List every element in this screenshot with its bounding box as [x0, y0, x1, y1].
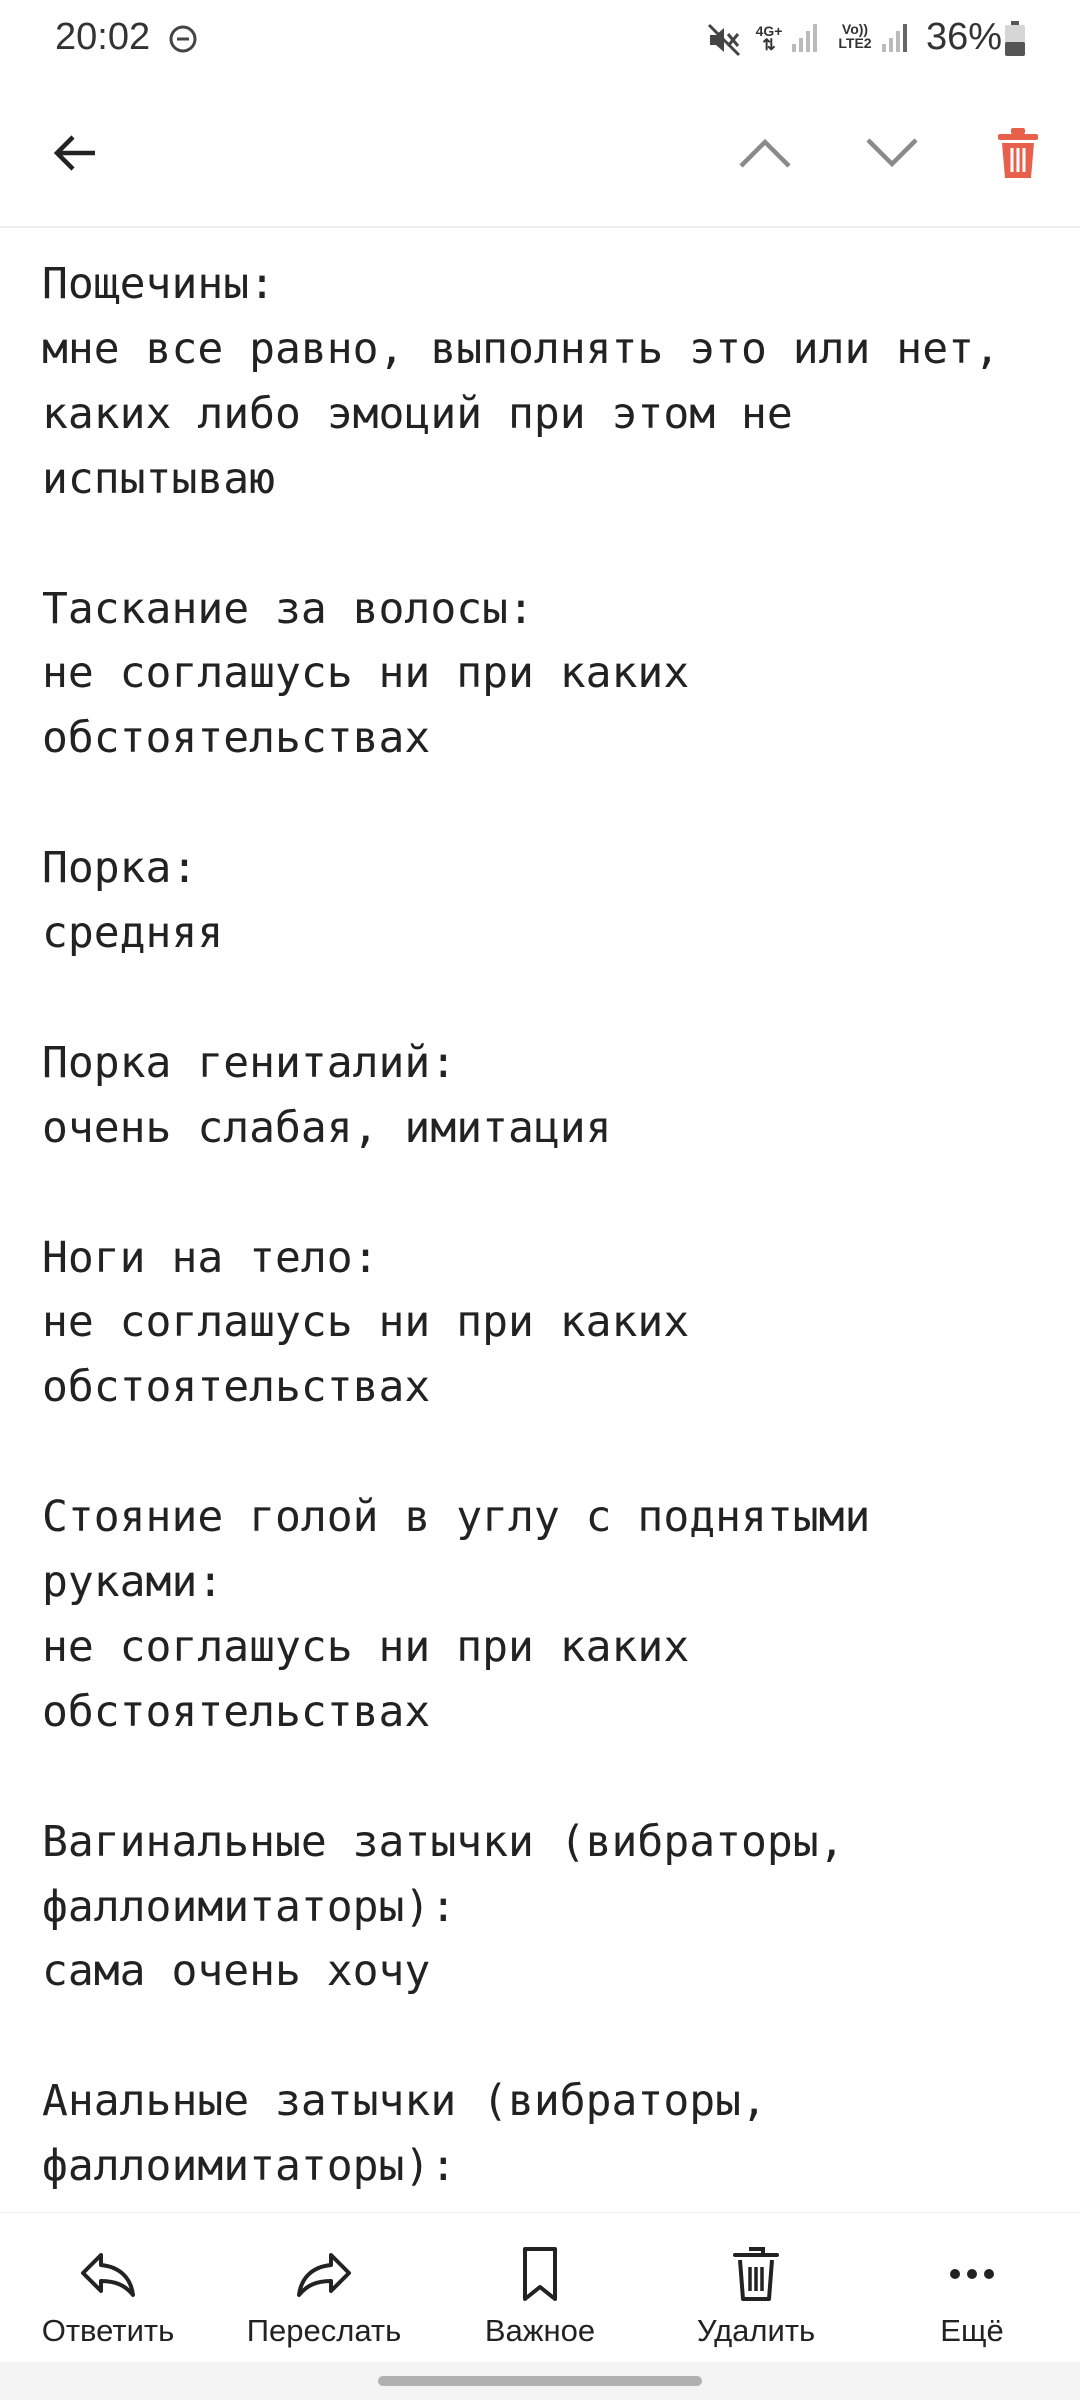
status-time: 20:02: [55, 16, 151, 58]
back-arrow-icon: [51, 129, 99, 177]
battery-percent: 36%: [926, 16, 1003, 58]
entry-label: Пощечины:: [42, 259, 275, 309]
entry-value: очень слабая, имитация: [42, 1102, 612, 1153]
entry-value: сама очень хочу: [42, 1946, 431, 1997]
signal-icon-2: [880, 22, 910, 54]
entry-label: Порка:: [42, 843, 198, 894]
mute-icon: [706, 22, 742, 58]
delete-button[interactable]: [648, 2213, 864, 2363]
message-entry: [42, 1226, 1042, 1421]
message-body: [42, 252, 1042, 2210]
home-gesture-handle[interactable]: [378, 2376, 702, 2386]
more-label: Ещё: [940, 2313, 1004, 2348]
message-entry: [42, 836, 1042, 966]
app-bar: [0, 78, 1080, 228]
entry-label: Вагинальные затычки (вибраторы, фаллоимитаторы):: [42, 1816, 871, 1932]
message-entry: [42, 1485, 1042, 1745]
chevron-up-icon: [737, 136, 793, 170]
important-button[interactable]: [432, 2213, 648, 2363]
chevron-down-icon: [864, 136, 920, 170]
important-label: Важное: [484, 2313, 596, 2348]
entry-label: Ноги на тело:: [42, 1232, 379, 1283]
reply-button[interactable]: [0, 2213, 216, 2363]
entry-value: мне все равно, выполнять это или нет, каких либо эмоций при этом не испытываю: [42, 323, 1026, 504]
message-entry: [42, 1031, 1042, 1161]
forward-label: Переслать: [246, 2313, 402, 2348]
forward-icon: [293, 2243, 355, 2305]
reply-icon: [77, 2243, 139, 2305]
back-button[interactable]: [40, 118, 110, 188]
delete-message-button[interactable]: [978, 113, 1058, 193]
trash-icon: [996, 126, 1040, 180]
network-type-label: 4G+ ⇅: [755, 23, 783, 54]
previous-message-button[interactable]: [725, 113, 805, 193]
gesture-area: [0, 2362, 1080, 2400]
more-dots-icon: [941, 2243, 1003, 2305]
signal-icon: [790, 22, 820, 54]
status-bar: [0, 0, 1080, 78]
more-button[interactable]: [864, 2213, 1080, 2363]
entry-value: не соглашусь ни при каких обстоятельствах: [42, 1297, 716, 1413]
entry-label: Анальные затычки (вибраторы, фаллоимитаторы):: [42, 2076, 793, 2192]
battery-icon: [1003, 20, 1027, 58]
reply-label: Ответить: [41, 2313, 175, 2348]
entry-value: средняя: [42, 908, 224, 959]
message-entry: [42, 1810, 1042, 2005]
do-not-disturb-icon: [168, 24, 198, 54]
entry-label: Стояние голой в углу с поднятыми руками:: [42, 1492, 897, 1608]
delete-label: Удалить: [696, 2313, 816, 2348]
bookmark-icon: [509, 2243, 571, 2305]
next-message-button[interactable]: [852, 113, 932, 193]
entry-label: Таскание за волосы:: [42, 583, 534, 634]
forward-button[interactable]: [216, 2213, 432, 2363]
message-entry: [42, 577, 1042, 772]
message-entry: [42, 2069, 1042, 2199]
entry-value: не соглашусь ни при каких обстоятельствах: [42, 1621, 716, 1737]
bottom-toolbar: [0, 2212, 1080, 2362]
entry-label: Порка гениталий:: [42, 1037, 457, 1088]
entry-value: не соглашусь ни при каких обстоятельствах: [42, 648, 716, 764]
volte-label: Vo)) LTE2: [838, 21, 872, 51]
message-entry: [42, 252, 1042, 512]
trash-icon: [725, 2243, 787, 2305]
